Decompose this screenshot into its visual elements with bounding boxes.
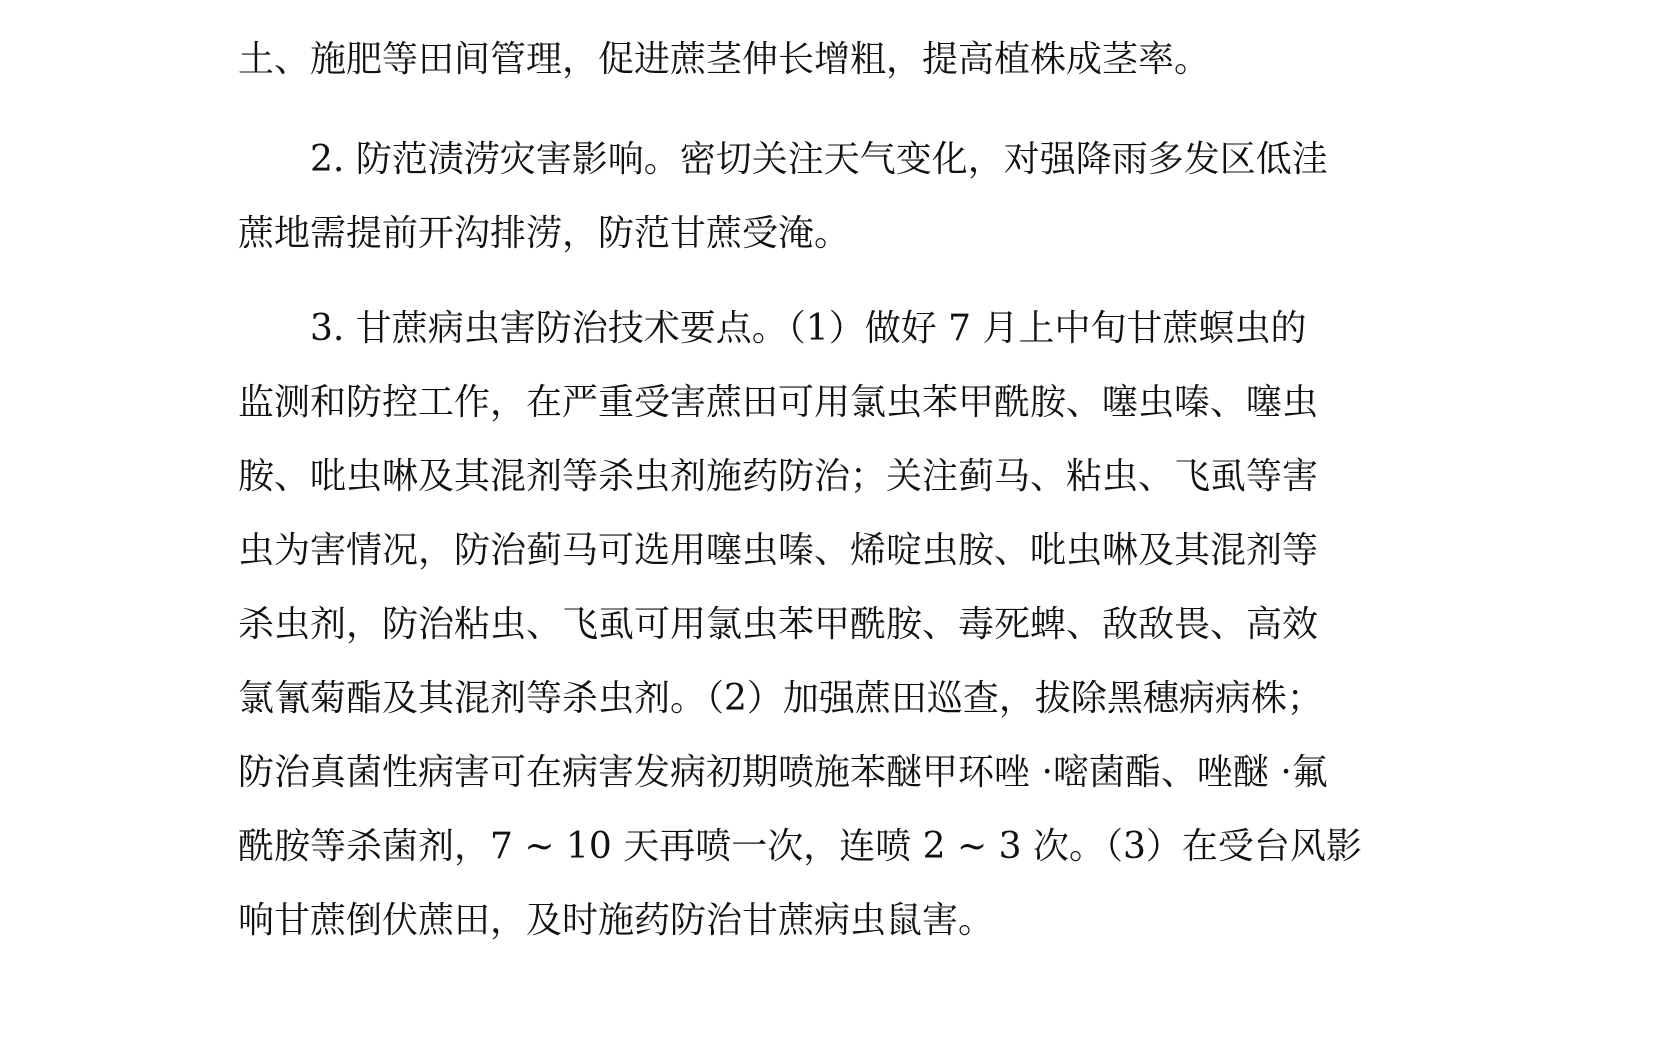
paragraph-line: 防治真菌性病害可在病害发病初期喷施苯醚甲环唑 ·嘧菌酯、唑醚 ·氟 <box>238 752 1328 793</box>
paragraph-line: 胺、吡虫啉及其混剂等杀虫剂施药防治；关注蓟马、粘虫、飞虱等害 <box>238 456 1319 497</box>
paragraph-line: 3. 甘蔗病虫害防治技术要点。（1）做好 7 月上中旬甘蔗螟虫的 <box>310 308 1307 349</box>
paragraph-line: 监测和防控工作，在严重受害蔗田可用氯虫苯甲酰胺、噻虫嗪、噻虫 <box>238 382 1319 423</box>
paragraph-line: 杀虫剂，防治粘虫、飞虱可用氯虫苯甲酰胺、毒死蜱、敌敌畏、高效 <box>238 604 1319 645</box>
paragraph-line: 土、施肥等田间管理，促进蔗茎伸长增粗，提高植株成茎率。 <box>238 39 1211 80</box>
paragraph-line: 2. 防范渍涝灾害影响。密切关注天气变化，对强降雨多发区低洼 <box>310 139 1328 180</box>
paragraph-line: 蔗地需提前开沟排涝，防范甘蔗受淹。 <box>238 213 851 254</box>
paragraph-line: 虫为害情况，防治蓟马可选用噻虫嗪、烯啶虫胺、吡虫啉及其混剂等 <box>238 530 1319 571</box>
paragraph-line: 酰胺等杀菌剂，7 ~ 10 天再喷一次，连喷 2 ~ 3 次。（3）在受台风影 <box>238 826 1362 867</box>
paragraph-line: 响甘蔗倒伏蔗田，及时施药防治甘蔗病虫鼠害。 <box>238 900 995 941</box>
paragraph-line: 氯氰菊酯及其混剂等杀虫剂。（2）加强蔗田巡查，拔除黑穗病病株； <box>238 678 1323 719</box>
